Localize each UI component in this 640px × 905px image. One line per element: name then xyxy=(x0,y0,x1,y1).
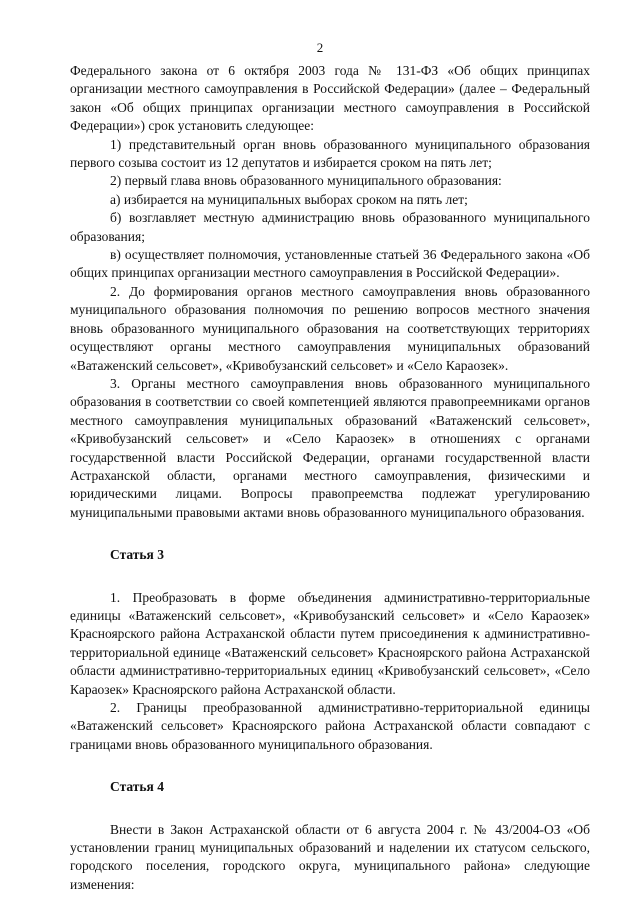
paragraph: 1. Преобразовать в форме объединения административно-территориальные единицы «Ватаженский сельсовет», «Кривобузанский сельсовет» и «Село Караозек» Красноярского района Астраханской области путем присоединения к административно-территориальной единице «Ватаженский сельсовет» Красноярского района Астраханской области административно-территориальных единиц «Кривобузанский сельсовет», «Село Караозек» Красноярского района Астраханской области. xyxy=(70,589,590,697)
document-body xyxy=(70,62,590,894)
paragraph: Внести в Закон Астраханской области от 6 августа 2004 г. № 43/2004-ОЗ «Об установлении границ муниципальных образований и наделении их статусом сельского, городского поселения, городского округа, муниципального района» следующие изменения: xyxy=(70,821,590,892)
paragraph: 2) первый глава вновь образованного муниципального образования: xyxy=(110,173,502,189)
paragraph: 2. До формирования органов местного самоуправления вновь образованного муниципального образования полномочия по решению вопросов местного значения вновь образованного муниципального образования на соответствующих территориях осуществляют органы местного самоуправления муниципальных образований «Ватаженский сельсовет», «Кривобузанский сельсовет» и «Село Караозек». xyxy=(70,283,590,373)
paragraph: 2. Границы преобразованной административно-территориальной единицы «Ватаженский сельсовет» Красноярского района Астраханской области совпадают с границами вновь образованного муниципального образования. xyxy=(70,700,590,752)
paragraph: 3. Органы местного самоуправления вновь образованного муниципального образования в соответствии со своей компетенцией являются правопреемниками органов местного самоуправления муниципальных образований «Ватаженский сельсовет», «Кривобузанский сельсовет» и «Село Караозек» в отношениях с органами государственной власти Российской Федерации, органами государственной власти Астраханской области, органами местного самоуправления, физическими и юридическими лицами. Вопросы правопреемства подлежат урегулированию муниципальными правовыми актами вновь образованного муниципального образования. xyxy=(70,375,590,520)
page-number: 2 xyxy=(316,40,324,55)
paragraph: а) избирается на муниципальных выборах сроком на пять лет; xyxy=(110,191,468,207)
article-3-heading: Статья 3 xyxy=(110,547,164,563)
paragraph: Федерального закона от 6 октября 2003 года № 131-ФЗ «Об общих принципах организации местного самоуправления в Российской Федерации» (далее – Федеральный закон «Об общих принципах организации местного самоуправления в Российской Федерации») срок установить следующее: xyxy=(70,63,590,134)
paragraph: 1) представительный орган вновь образованного муниципального образования первого созыва состоит из 12 депутатов и избирается сроком на пять лет; xyxy=(70,136,590,171)
article-4-heading: Статья 4 xyxy=(110,779,164,795)
paragraph: в) осуществляет полномочия, установленные статьей 36 Федерального закона «Об общих принципах организации местного самоуправления в Российской Федерации». xyxy=(70,247,590,281)
paragraph: б) возглавляет местную администрацию вновь образованного муниципального образования; xyxy=(70,210,590,244)
